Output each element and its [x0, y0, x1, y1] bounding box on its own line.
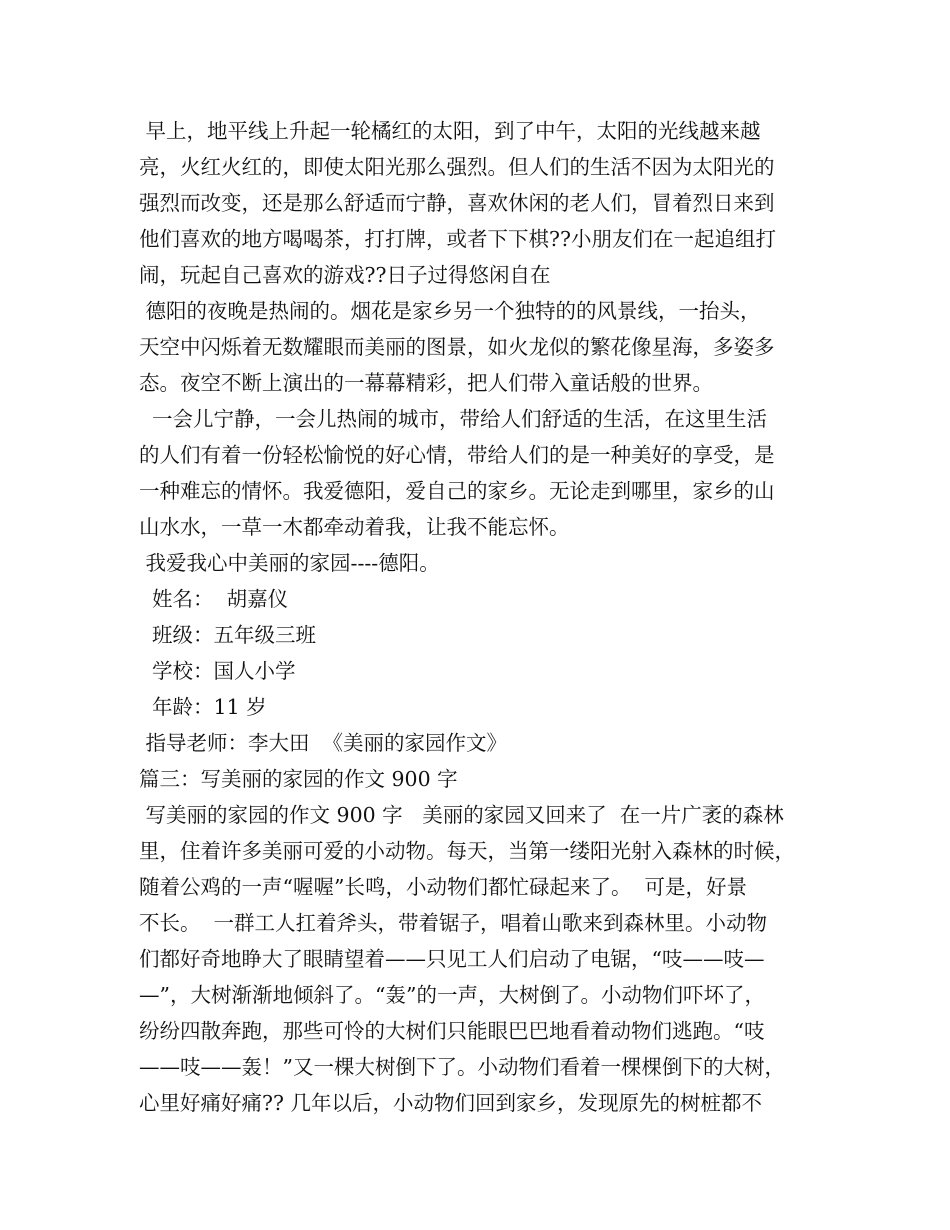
text-line: 学校：国人小学	[139, 659, 296, 683]
text-line: 闹，玩起自己喜欢的游戏??日子过得悠闲自在	[139, 263, 551, 287]
text-line: 年龄：11 岁	[139, 695, 267, 719]
text-line: 天空中闪烁着无数耀眼而美丽的图景，如火龙似的繁花像星海，多姿多	[139, 335, 775, 359]
text-line: 心里好痛好痛?? 几年以后，小动物们回到家乡，发现原先的树桩都不	[139, 1091, 762, 1115]
section-heading: 篇三：写美丽的家园的作文 900 字	[139, 767, 458, 791]
text-line: 的人们有着一份轻松愉悦的好心情，带给人们的是一种美好的享受，是	[139, 443, 775, 467]
text-line: 态。夜空不断上演出的一幕幕精彩，把人们带入童话般的世界。	[139, 371, 713, 395]
text-line: 德阳的夜晚是热闹的。烟花是家乡另一个独特的的风景线，一抬头，	[139, 299, 761, 323]
text-line: 里，住着许多美丽可爱的小动物。每天，当第一缕阳光射入森林的时候，	[139, 839, 795, 863]
text-line: 山水水，一草一木都牵动着我，让我不能忘怀。	[139, 515, 570, 539]
text-line: 一种难忘的情怀。我爱德阳，爱自己的家乡。无论走到哪里，家乡的山	[139, 479, 775, 503]
text-line: 随着公鸡的一声“喔喔”长鸣，小动物们都忙碌起来了。 可是，好景	[139, 875, 747, 899]
text-line: 指导老师：李大田 《美丽的家园作文》	[139, 731, 508, 755]
text-line: 纷纷四散奔跑，那些可怜的大树们只能眼巴巴地看着动物们逃跑。“吱	[139, 1019, 765, 1043]
text-line: 不长。 一群工人扛着斧头，带着锯子，唱着山歌来到森林里。小动物	[139, 911, 768, 935]
text-line: 姓名： 胡嘉仪	[139, 587, 289, 611]
text-line: 一会儿宁静，一会儿热闹的城市，带给人们舒适的生活，在这里生活	[139, 407, 768, 431]
text-line: 写美丽的家园的作文 900 字 美丽的家园又回来了 在一片广袤的森林	[139, 803, 784, 827]
text-line: 亮，火红火红的，即使太阳光那么强烈。但人们的生活不因为太阳光的	[139, 155, 775, 179]
text-line: 早上，地平线上升起一轮橘红的太阳，到了中午，太阳的光线越来越	[139, 119, 761, 143]
text-line: 他们喜欢的地方喝喝茶，打打牌，或者下下棋??小朋友们在一起追组打	[139, 227, 776, 251]
text-line: —”，大树渐渐地倾斜了。“轰”的一声，大树倒了。小动物们吓坏了，	[139, 983, 765, 1007]
text-line: 我爱我心中美丽的家园----德阳。	[139, 551, 440, 575]
text-line: ——吱——轰！”又一棵大树倒下了。小动物们看着一棵棵倒下的大树，	[139, 1055, 785, 1079]
text-line: 们都好奇地睁大了眼睛望着——只见工人们启动了电锯，“吱——吱—	[139, 947, 765, 971]
text-line: 班级：五年级三班	[139, 623, 317, 647]
text-line: 强烈而改变，还是那么舒适而宁静，喜欢休闲的老人们，冒着烈日来到	[139, 191, 775, 215]
